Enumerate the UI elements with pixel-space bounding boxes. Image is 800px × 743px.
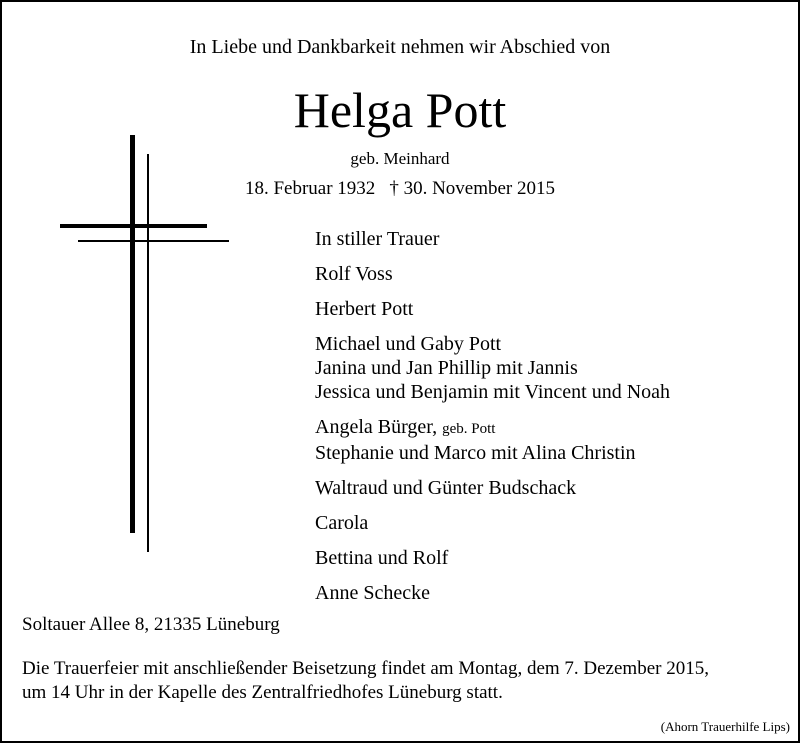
mourner-group (315, 476, 670, 500)
mourner-line: Rolf Voss (315, 263, 393, 285)
mourner-line: Stephanie und Marco mit Alina Christin (315, 442, 636, 464)
mourner-group (315, 581, 670, 605)
mourner-line: Waltraud und Günter Budschack (315, 477, 577, 499)
birth-name: geb. Meinhard (350, 149, 450, 168)
mourner-birth-name: geb. Pott (442, 421, 496, 437)
life-dates (2, 178, 798, 200)
mourner-group (315, 415, 670, 465)
mourner-line: Bettina und Rolf (315, 547, 449, 569)
deceased-name: Helga Pott (293, 82, 507, 138)
mourner-line (315, 415, 670, 441)
mourner-line: Jessica und Benjamin mit Vincent und Noah (315, 381, 671, 403)
cross-horizontal-bold (60, 224, 207, 228)
mourner-line: Herbert Pott (315, 298, 414, 320)
mourner-name: Angela Bürger, (315, 416, 438, 438)
mourner-group (315, 227, 670, 251)
mourner-group (315, 511, 670, 535)
mourner-line: Michael und Gaby Pott (315, 333, 502, 355)
ceremony-line: um 14 Uhr in der Kapelle des Zentralfriedhofes Lüneburg statt. (22, 682, 503, 703)
funeral-home-credit: (Ahorn Trauerhilfe Lips) (660, 719, 790, 734)
mourner-line: Janina und Jan Phillip mit Jannis (315, 357, 578, 379)
cross-vertical-thin (147, 154, 149, 552)
cross-vertical-bold (130, 135, 135, 533)
address: Soltauer Allee 8, 21335 Lüneburg (22, 614, 280, 635)
mourner-line: Anne Schecke (315, 582, 430, 604)
mourner-group (315, 546, 670, 570)
cross-horizontal-thin (78, 240, 229, 242)
intro-text: In Liebe und Dankbarkeit nehmen wir Abschied von (189, 36, 611, 58)
mourner-line: In stiller Trauer (315, 228, 440, 250)
mourners-list (315, 227, 670, 616)
death-date: † 30. November 2015 (389, 178, 556, 199)
ceremony-line: Die Trauerfeier mit anschließender Beisetzung findet am Montag, dem 7. Dezember 2015, (22, 658, 709, 679)
mourner-line: Carola (315, 512, 369, 534)
birth-date: 18. Februar 1932 (244, 178, 376, 199)
mourner-group (315, 262, 670, 286)
mourner-group (315, 297, 670, 321)
mourner-group (315, 332, 670, 404)
ceremony-info (22, 657, 709, 705)
